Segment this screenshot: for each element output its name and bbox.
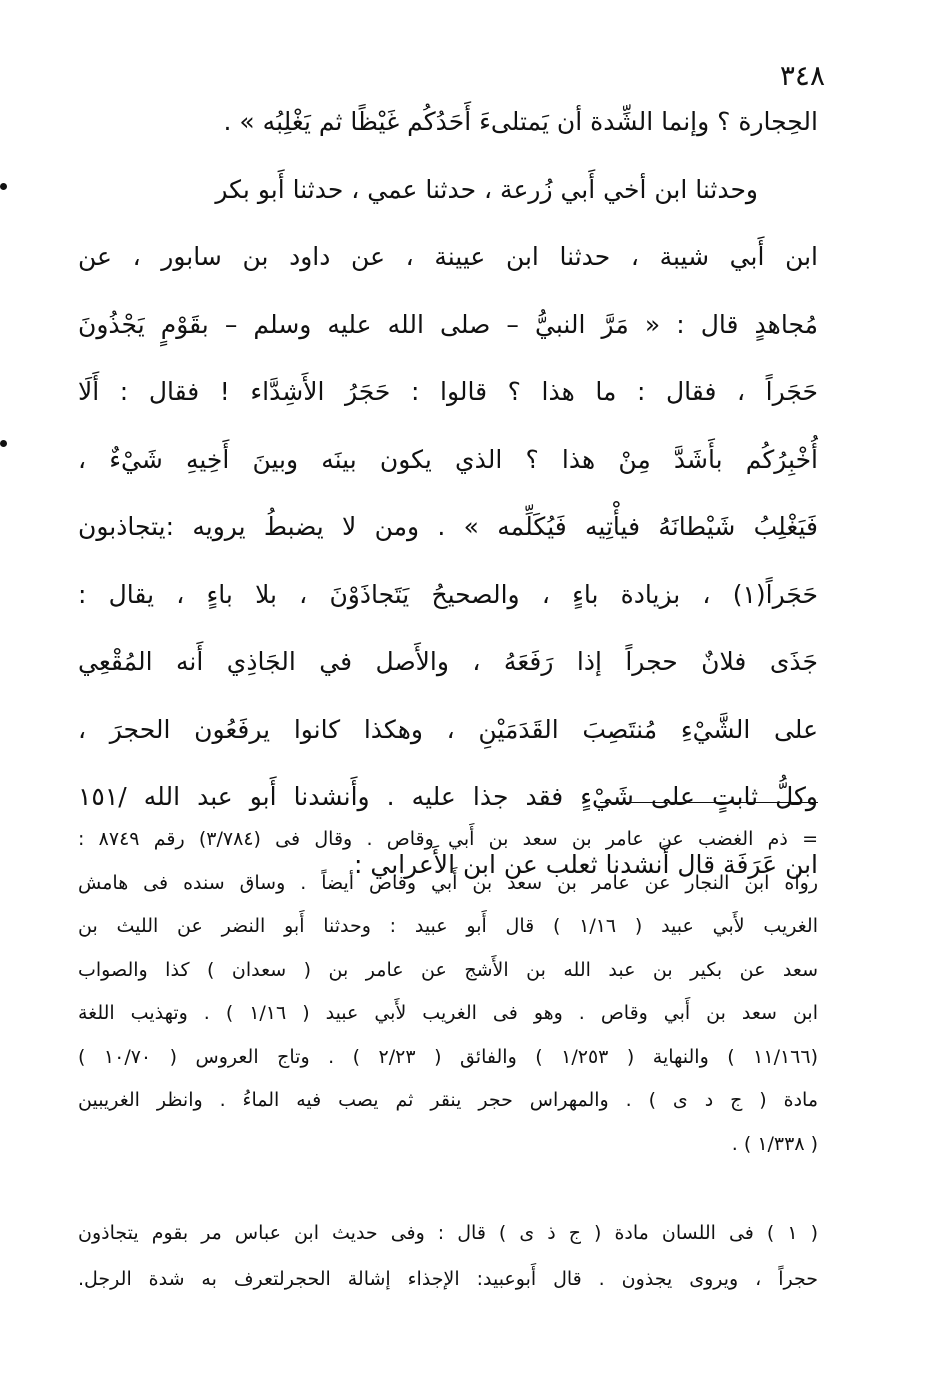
text-line: ابن أَبي شيبة ، حدثنا ابن عيينة ، عن داود بن سابور ، عن: [78, 242, 818, 271]
footnote-line: ( ١/٣٣٨ ) .: [731, 1132, 818, 1155]
text-line: وكلُّ ثابتٍ على شَيْءٍ فقد جذا عليه . وأَنشدنا أَبو عبد الله /١٥١: [78, 782, 818, 811]
footnote-line: رواه ابن النجار عن عامر بن سعد بن أَبي وقاص أيضاً . وساق سنده فى هامش: [78, 871, 818, 894]
footnote-separator: [600, 802, 818, 803]
footnote-line: مادة ( ج د ى ) . والمهراس حجر ينقر ثم يصب فيه الماءُ . وانظر الغريبين: [78, 1089, 818, 1111]
text-line: ابن عَرَفَة قال أَنشدنا ثعلب عن ابن الأَعرابي :: [353, 849, 818, 879]
footnote-line: حجراً ، ويروى يجذون . قال أَبوعبيد: الإجذاء إشالة الحجرلتعرف به شدة الرجل.: [78, 1268, 818, 1290]
text-line: حَجَراً(١) ، بزيادة باءٍ ، والصحيحُ يَتَجاذَوْنَ ، بلا باءٍ ، يقال :: [78, 579, 818, 609]
text-line: وحدثنا ابن أخي أَبي زُرعة ، حدثنا عمي ، حدثنا أَبو بكر: [215, 174, 758, 204]
footnote-continuation: [78, 818, 818, 1166]
footnote-line: (١١/١٦٦ ) والنهاية ( ١/٢٥٣ ) والفائق ( ٢/٢٣ ) . وتاج العروس ( ١٠/٧٠ ): [78, 1045, 818, 1068]
text-line: أُخْبِرُكُم بأَشَدَّ مِنْ هذا ؟ الذي يكون بينَه وبينَ أَخِيهِ شَيْءٌ ،: [78, 444, 818, 474]
text-line: على الشَّيْءِ مُنتَصِبَ القَدَمَيْنِ ، وهكذا كانوا يرفَعُون الحجرَ ،: [78, 714, 818, 744]
text-line: فَيَغْلِبُ شَيْطانَهُ فيأْتِيه فَيُكَلِّمه » . ومن لا يضبطُ يرويه :يتجاذبون: [78, 512, 818, 541]
page-number: ٣٤٨: [779, 59, 825, 92]
text-line: مُجاهدٍ قال : « مَرَّ النبيُّ – صلى الله عليه وسلم – بقَوْمٍ يَجْذُونَ: [78, 309, 818, 339]
footnote-line: سعد عن بكير بن عبد الله بن الأَشج عن عامر بن ( سعدان ) كذا والصواب: [78, 958, 818, 981]
footnote-line: الغريب لأَبي عبيد ( ١/١٦ ) قال أَبو عبيد : وحدثنا أَبو النضر عن الليث بن: [78, 915, 818, 937]
text-line: حَجَراً ، فقال : ما هذا ؟ قالوا : حَجَرُ الأَشِدَّاء ! فقال : أَلَا: [78, 377, 818, 406]
footnote-line: = ذم الغضب عن عامر بن سعد بن أَبي وقاص . وقال فى (٣/٧٨٤) رقم ٨٧٤٩ :: [78, 828, 818, 850]
main-text: [78, 88, 818, 898]
text-line: جَذَى فلانٌ حجراً إذا رَفَعَهُ ، والأَصل في الجَاذِي أَنه المُقْعِي: [78, 647, 818, 676]
footnote-line: ابن سعد بن أَبي وقاص . وهو فى الغريب لأَبي عبيد ( ١/١٦ ) . وتهذيب اللغة: [78, 1002, 818, 1024]
margin-mark: [0, 183, 7, 190]
text-line: الحِجارة ؟ وإنما الشِّدة أن يَمتلىءَ أَحَدُكُم غَيْظًا ثم يَغْلِبُه » .: [223, 107, 818, 136]
footnote-1: [78, 1210, 818, 1302]
footnote-line: ( ١ ) فى اللسان مادة ( ج ذ ى ) قال : وفى حديث ابن عباس مر بقوم يتجاذون: [78, 1222, 818, 1244]
margin-mark: [0, 440, 7, 447]
